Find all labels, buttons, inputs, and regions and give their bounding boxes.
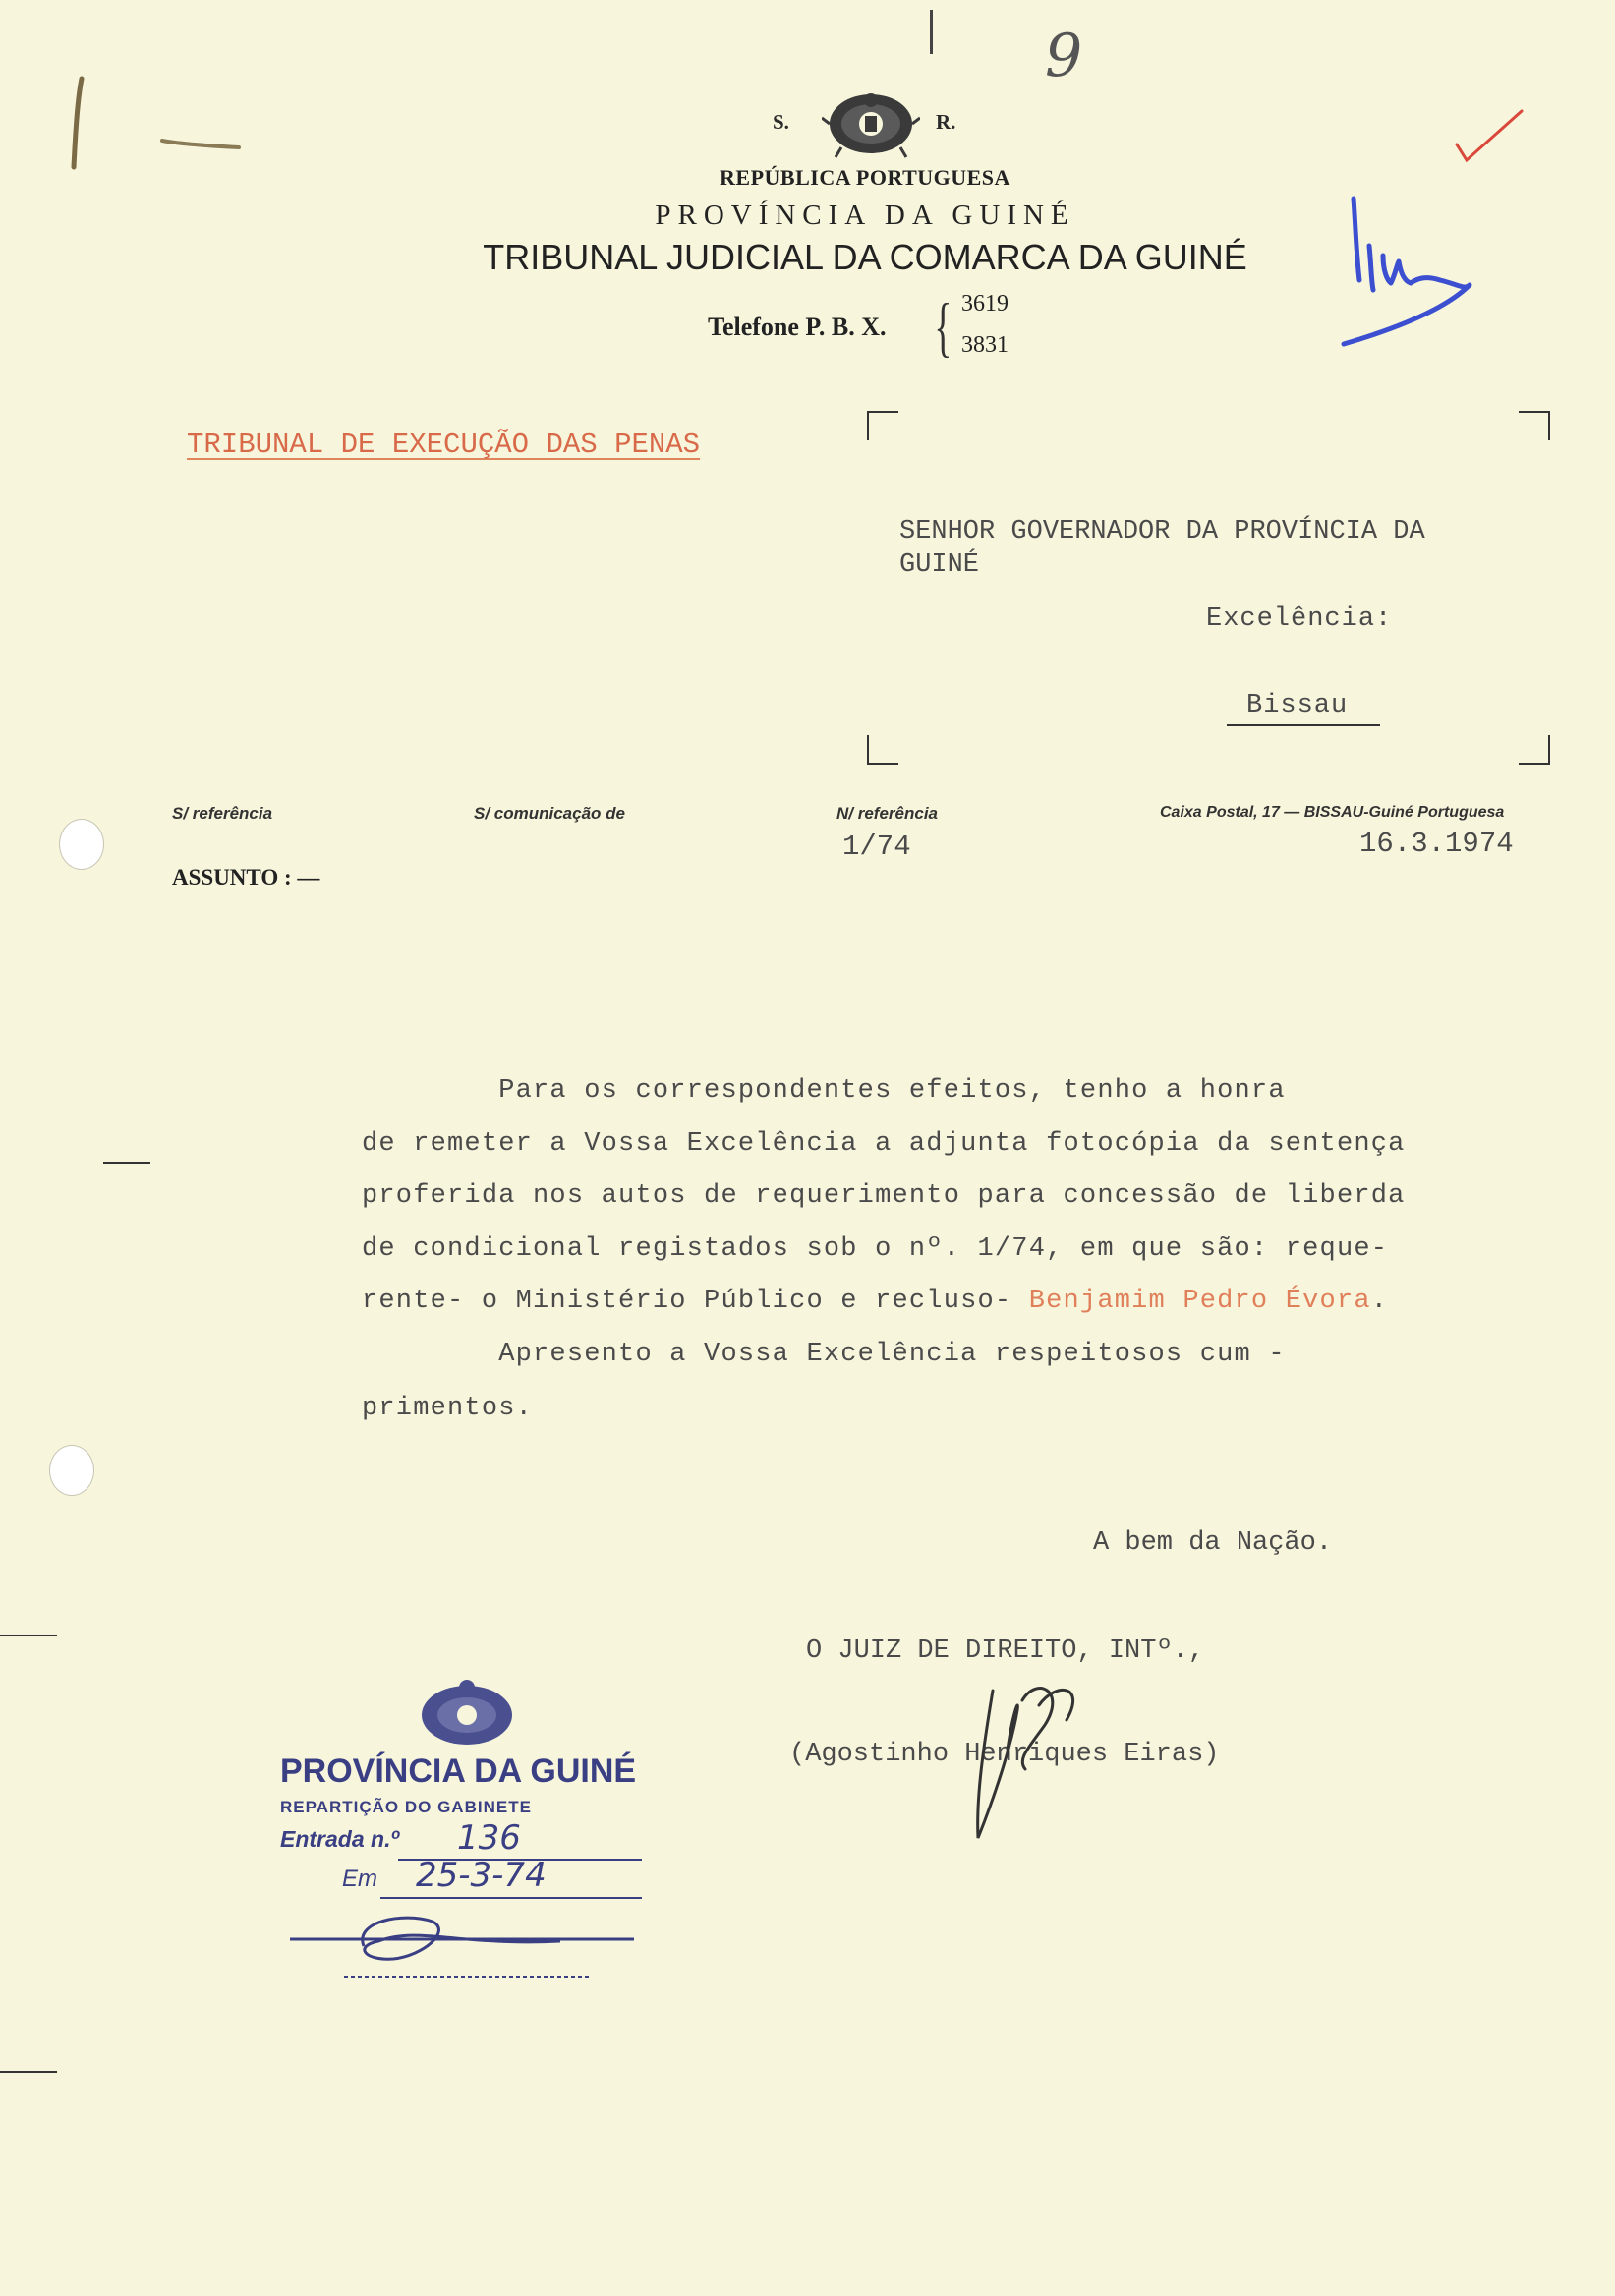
binder-hole-top — [59, 819, 104, 870]
body-line: de condicional registados sob o nº. 1/74, em que são: reque- — [362, 1234, 1389, 1264]
body-line — [362, 1287, 1388, 1316]
margin-tick — [103, 1162, 150, 1164]
address-corner-br — [1519, 735, 1550, 765]
letter-date: 16.3.1974 — [1359, 828, 1514, 860]
n-referencia-value: 1/74 — [842, 831, 911, 863]
body-line: proferida nos autos de requerimento para concessão de liberda — [362, 1181, 1406, 1211]
signature-drawing — [968, 1671, 1096, 1848]
postal-address-label: Caixa Postal, 17 — BISSAU-Guiné Portuguesa — [1160, 804, 1505, 821]
body-line-text: . — [1370, 1287, 1389, 1316]
header-province: PROVÍNCIA DA GUINÉ — [655, 200, 1075, 231]
header-s-letter: S. — [773, 110, 789, 134]
telephone-label: Telefone P. B. X. — [708, 313, 887, 341]
s-comunicacao-label: S/ comunicação de — [474, 804, 625, 823]
binder-hole-bottom — [49, 1445, 94, 1496]
address-corner-tr — [1519, 411, 1550, 440]
department-heading: TRIBUNAL DE EXECUÇÃO DAS PENAS — [187, 429, 701, 461]
body-line-text: rente- o Ministério Público e recluso- — [362, 1287, 1029, 1316]
body-line: Apresento a Vossa Excelência respeitosos cum - — [362, 1340, 1286, 1369]
addressee-salutation: Excelência: — [1206, 604, 1393, 634]
stamp-subtitle: REPARTIÇÃO DO GABINETE — [280, 1798, 532, 1816]
stamp-em-label: Em — [342, 1866, 377, 1892]
header-r-letter: R. — [936, 110, 956, 134]
stamp-em-line — [380, 1897, 642, 1899]
body-line: de remeter a Vossa Excelência a adjunta fotocópia da sentença — [362, 1129, 1406, 1159]
stamp-entrada-label: Entrada n.º — [280, 1826, 399, 1852]
margin-tick — [0, 2071, 57, 2073]
subject-label: ASSUNTO : — — [172, 865, 320, 890]
coat-of-arms-icon — [822, 88, 920, 159]
signatory-name: (Agostinho Henriques Eiras) — [789, 1740, 1220, 1769]
judge-title: O JUIZ DE DIREITO, INTº., — [806, 1636, 1205, 1666]
body-line: Para os correspondentes efeitos, tenho a honra — [362, 1076, 1286, 1106]
addressee-line-2: GUINÉ — [899, 550, 980, 580]
header-republic: REPÚBLICA PORTUGUESA — [720, 165, 1010, 190]
telephone-number: 3831 — [961, 332, 1009, 358]
s-referencia-label: S/ referência — [172, 804, 273, 823]
address-corner-tl — [867, 411, 898, 440]
staple-marks — [54, 59, 251, 177]
header-court: TRIBUNAL JUDICIAL DA COMARCA DA GUINÉ — [483, 237, 1247, 277]
prisoner-name: Benjamim Pedro Évora — [1028, 1287, 1371, 1316]
brace-icon: { — [934, 289, 952, 364]
telephone-number: 3619 — [961, 291, 1009, 316]
stamp-title: PROVÍNCIA DA GUINÉ — [280, 1752, 637, 1790]
margin-tick — [0, 1635, 57, 1636]
closing-motto: A bem da Nação. — [1093, 1528, 1333, 1558]
body-line: primentos. — [362, 1394, 534, 1423]
address-corner-bl — [867, 735, 898, 765]
n-referencia-label: N/ referência — [836, 804, 938, 823]
stamp-initials-drawing — [285, 1902, 639, 1980]
addressee-city: Bissau — [1246, 691, 1349, 720]
page-number-annotation: 9 — [1045, 22, 1083, 90]
addressee-line-1: SENHOR GOVERNADOR DA PROVÍNCIA DA — [899, 517, 1425, 546]
stamp-em-date: 25-3-74 — [416, 1856, 547, 1895]
stamp-entrada-number: 136 — [457, 1818, 521, 1858]
pencil-vertical-mark — [930, 10, 933, 54]
stamp-emblem-icon — [413, 1676, 521, 1750]
check-mark-icon — [1445, 103, 1533, 172]
city-underline — [1227, 724, 1380, 726]
